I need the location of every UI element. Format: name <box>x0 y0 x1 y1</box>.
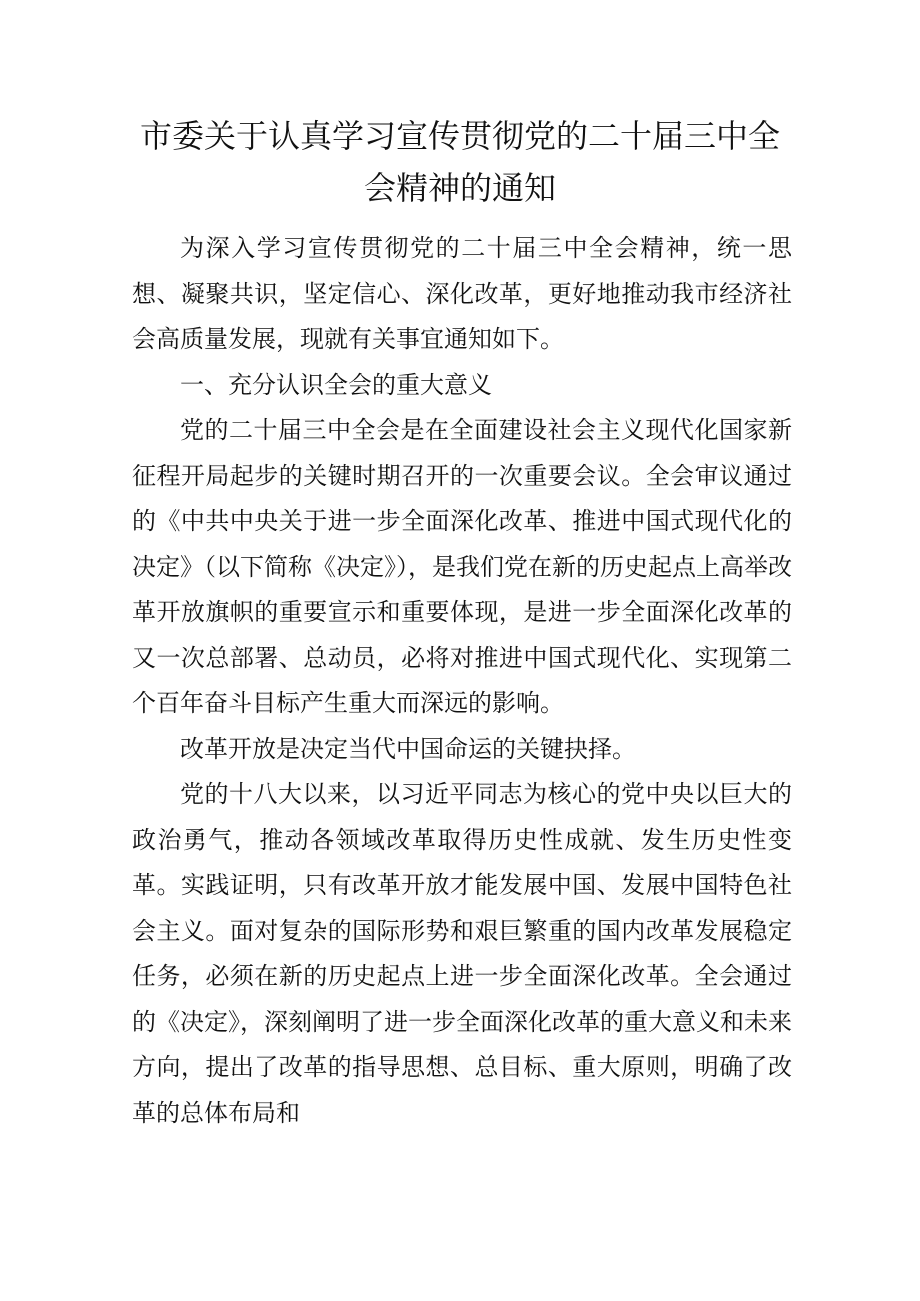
section-heading-1: 一、充分认识全会的重大意义 <box>180 370 492 399</box>
document-body <box>132 226 792 1136</box>
intro-paragraph: 为深入学习宣传贯彻党的二十届三中全会精神，统一思想、凝聚共识，坚定信心、深化改革，更好地推动我市经济社会高质量发展，现就有关事宜通知如下。 <box>132 234 792 353</box>
body-paragraph: 党的十八大以来，以习近平同志为核心的党中央以巨大的政治勇气，推动各领域改革取得历史性成就、发生历史性变革。实践证明，只有改革开放才能发展中国、发展中国特色社会主义。面对复杂的国际形势和艰巨繁重的国内改革发展稳定任务，必须在新的历史起点上进一步全面深化改革。全会通过的《决定》，深刻阐明了进一步全面深化改革的重大意义和未来方向，提出了改革的指导思想、总目标、重大原则，明确了改革的总体布局和 <box>132 780 792 1127</box>
document-title: 市委关于认真学习宣传贯彻党的二十届三中全会精神的通知 <box>139 117 780 207</box>
body-paragraph: 党的二十届三中全会是在全面建设社会主义现代化国家新征程开局起步的关键时期召开的一次重要会议。全会审议通过的《中共中央关于进一步全面深化改革、推进中国式现代化的决定》（以下简称《决定》），是我们党在新的历史起点上高举改革开放旗帜的重要宣示和重要体现，是进一步全面深化改革的又一次总部署、总动员，必将对推进中国式现代化、实现第二个百年奋斗目标产生重大而深远的影响。 <box>132 416 792 717</box>
body-paragraph: 改革开放是决定当代中国命运的关键抉择。 <box>180 734 636 763</box>
